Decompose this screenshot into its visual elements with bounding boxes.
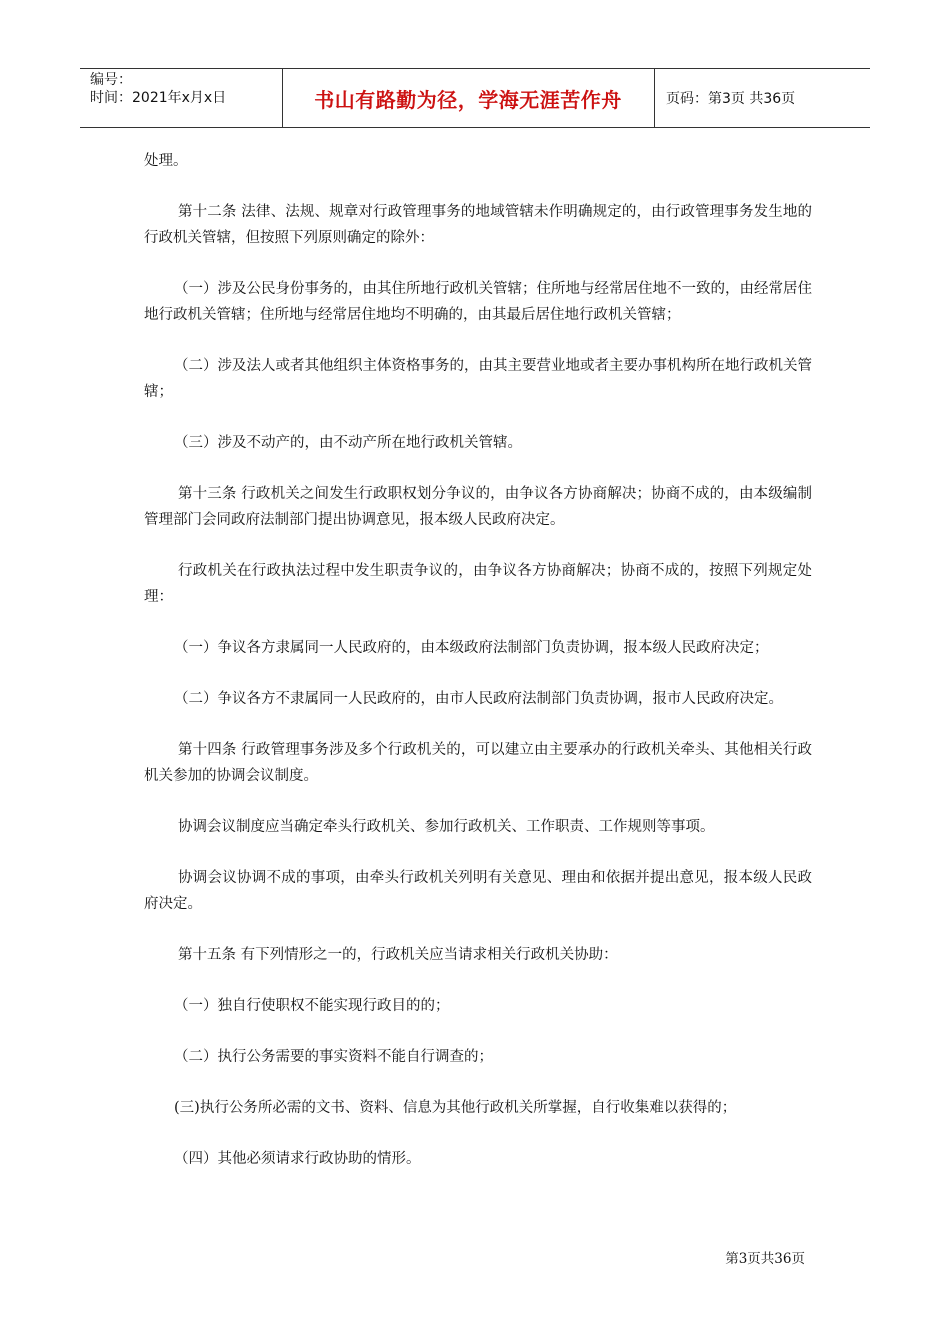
paragraph: （二）执行公务需要的事实资料不能自行调查的；: [174, 1049, 493, 1065]
paragraph: 处理。: [144, 153, 188, 169]
paragraph: （四）其他必须请求行政协助的情形。: [174, 1151, 421, 1167]
paragraph: 协调会议制度应当确定牵头行政机关、参加行政机关、工作职责、工作规则等事项。: [178, 819, 715, 835]
paragraph: （二）涉及法人或者其他组织主体资格事务的，由其主要营业地或者主要办事机构所在地行政机关管辖；: [144, 358, 812, 400]
date-label: 时间：2021年x月x日: [90, 90, 227, 106]
header-page-info: 页码：第3页 共36页: [666, 91, 796, 107]
paragraph: （三）涉及不动产的，由不动产所在地行政机关管辖。: [174, 435, 522, 451]
paragraph: 第十四条 行政管理事务涉及多个行政机关的，可以建立由主要承办的行政机关牵头、其他相关行政机关参加的协调会议制度。: [144, 742, 812, 784]
header-meta-cell: [80, 69, 283, 127]
paragraph: 第十二条 法律、法规、规章对行政管理事务的地域管辖未作明确规定的，由行政管理事务发生地的行政机关管辖，但按照下列原则确定的除外：: [144, 204, 812, 246]
document-body: [144, 148, 812, 1197]
paragraph: (三)执行公务所必需的文书、资料、信息为其他行政机关所掌握，自行收集难以获得的；: [174, 1100, 737, 1116]
paragraph: （一）涉及公民身份事务的，由其住所地行政机关管辖；住所地与经常居住地不一致的，由经常居住地行政机关管辖；住所地与经常居住地均不明确的，由其最后居住地行政机关管辖；: [144, 281, 812, 323]
paragraph: 行政机关在行政执法过程中发生职责争议的，由争议各方协商解决；协商不成的，按照下列规定处理：: [144, 563, 812, 605]
paragraph: （一）独自行使职权不能实现行政目的的；: [174, 998, 450, 1014]
paragraph: 第十三条 行政机关之间发生行政职权划分争议的，由争议各方协商解决；协商不成的，由本级编制管理部门会同政府法制部门提出协调意见，报本级人民政府决定。: [144, 486, 812, 528]
serial-label: 编号：: [90, 72, 132, 88]
paragraph: 第十五条 有下列情形之一的，行政机关应当请求相关行政机关协助：: [178, 947, 618, 963]
page-footer-number: 第3页共36页: [725, 1251, 805, 1267]
page-header: [80, 68, 870, 128]
paragraph: （二）争议各方不隶属同一人民政府的，由市人民政府法制部门负责协调，报市人民政府决定。: [174, 691, 783, 707]
header-motto: 书山有路勤为径，学海无涯苦作舟: [282, 69, 655, 127]
paragraph: 协调会议协调不成的事项，由牵头行政机关列明有关意见、理由和依据并提出意见，报本级人民政府决定。: [144, 870, 812, 912]
paragraph: （一）争议各方隶属同一人民政府的，由本级政府法制部门负责协调，报本级人民政府决定；: [174, 640, 769, 656]
